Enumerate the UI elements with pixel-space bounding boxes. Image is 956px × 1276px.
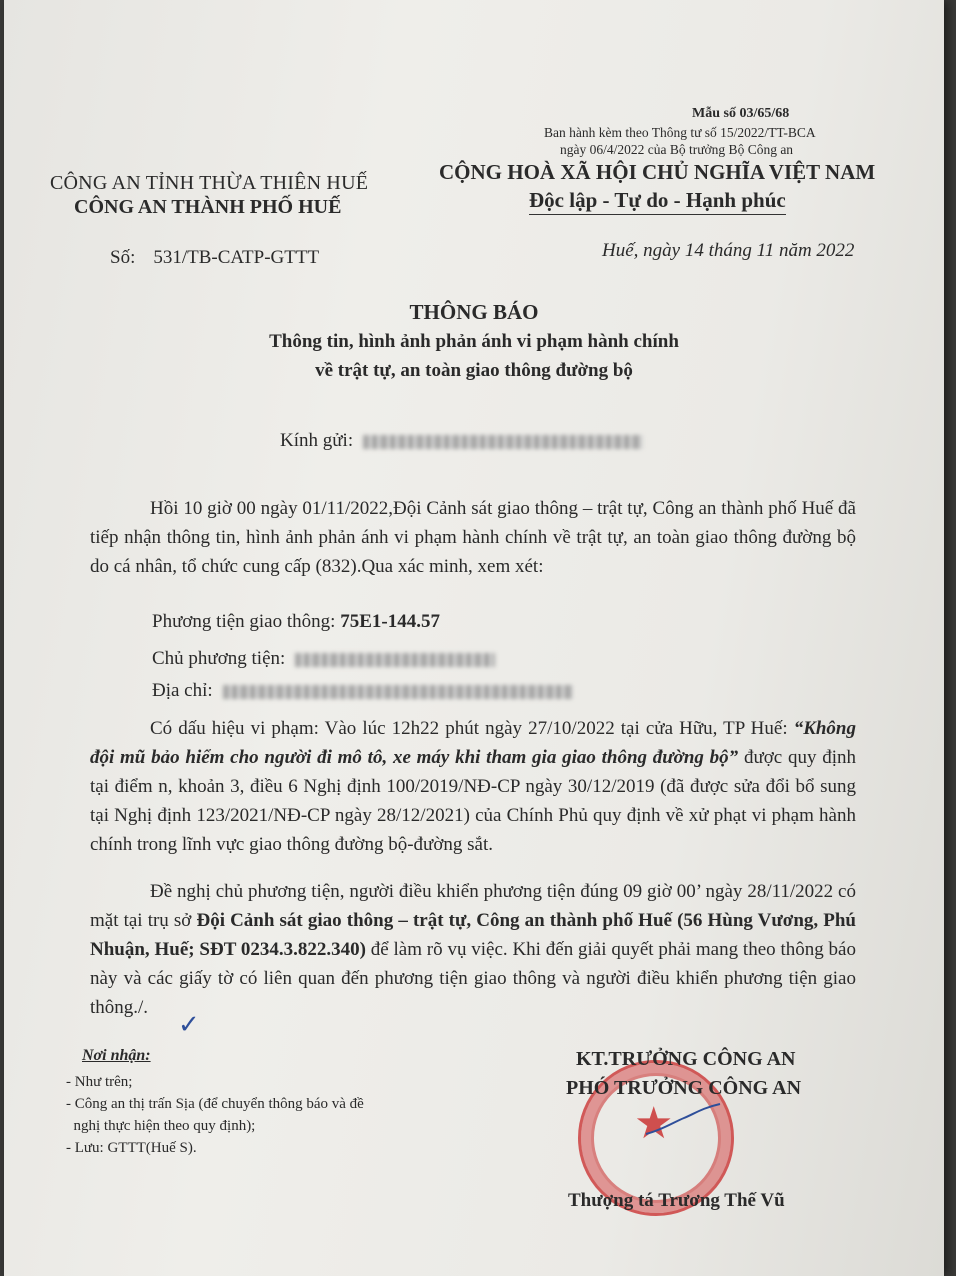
recipient-item: nghị thực hiện theo quy định);	[66, 1118, 256, 1134]
vehicle-plate: 75E1-144.57	[340, 611, 440, 632]
doc-number-label: Số:	[110, 247, 136, 268]
document-subtitle-1: Thông tin, hình ảnh phản ánh vi phạm hành chính	[269, 331, 679, 352]
recipient-label: Kính gửi:	[280, 430, 354, 451]
redacted-recipient	[363, 435, 643, 449]
recipient-item: - Như trên;	[66, 1074, 133, 1090]
org-unit: CÔNG AN THÀNH PHỐ HUẾ	[74, 196, 342, 218]
request-intro: Đề nghị chủ phương tiện, người điều khiển phương tiện đúng 09 giờ 00’ ngày 28/11/2022 có mặt tại trụ sở	[90, 881, 856, 931]
signature-title-1: KT.TRƯỞNG CÔNG AN	[576, 1048, 796, 1070]
recipient-item: - Lưu: GTTT(Huế S).	[66, 1140, 197, 1156]
vehicle-label: Phương tiện giao thông:	[152, 611, 336, 632]
signer-name: Thượng tá Trương Thế Vũ	[568, 1190, 785, 1211]
place-date: Huế, ngày 14 tháng 11 năm 2022	[602, 240, 855, 261]
doc-number	[110, 247, 319, 269]
address-label: Địa chỉ:	[152, 680, 213, 701]
owner-line	[152, 648, 495, 670]
paragraph-intro: Hồi 10 giờ 00 ngày 01/11/2022,Đội Cảnh sát giao thông – trật tự, Công an thành phố Huế đã tiếp nhận thông tin, hình ảnh phản ánh vi phạm hành chính về trật tự, an toàn giao thông đường bộ do cá nhân, tổ chức cung cấp (832).Qua xác minh, xem xét:	[90, 498, 856, 577]
request-details: để làm rõ vụ việc. Khi đến giải quyết phải mang theo thông báo này và các giấy tờ có liên quan đến phương tiện giao thông và người điều khiển phương tiện giao thông./.	[90, 939, 856, 1018]
owner-label: Chủ phương tiện:	[152, 648, 286, 669]
seal-star-icon: ★	[634, 1099, 674, 1148]
document-subtitle-2: về trật tự, an toàn giao thông đường bộ	[315, 360, 633, 381]
document-title: THÔNG BÁO	[409, 300, 539, 324]
redacted-address	[223, 685, 573, 699]
checkmark-icon: ✓	[178, 1010, 200, 1040]
issued-with-line1: Ban hành kèm theo Thông tư số 15/2022/TT-BCA	[544, 125, 816, 140]
document-page	[4, 0, 944, 1276]
signature-title-2: PHÓ TRƯỞNG CÔNG AN	[566, 1077, 802, 1099]
paragraph-request	[90, 877, 856, 1022]
recipient-line	[280, 430, 643, 452]
form-number: Mẫu số 03/65/68	[692, 106, 790, 121]
address-line	[152, 680, 573, 702]
violation-description: “Không đội mũ bảo hiểm cho người đi mô tô, xe máy khi tham gia giao thông đường bộ”	[90, 718, 856, 768]
issued-with-line2: ngày 06/4/2022 của Bộ trưởng Bộ Công an	[560, 142, 794, 157]
paragraph-violation	[90, 714, 856, 859]
recipients-label: Nơi nhận:	[82, 1047, 151, 1064]
motto: Độc lập - Tự do - Hạnh phúc	[529, 188, 786, 215]
issued-with	[544, 124, 816, 158]
redacted-owner	[295, 653, 495, 667]
request-location: Đội Cảnh sát giao thông – trật tự, Công an thành phố Huế (56 Hùng Vương, Phú Nhuận, Huế; SĐT 0234.3.822.340)	[90, 910, 856, 960]
org-parent: CÔNG AN TỈNH THỪA THIÊN HUẾ	[50, 172, 369, 194]
doc-number-value: 531/TB-CATP-GTTT	[153, 247, 320, 268]
violation-legal-basis: được quy định tại điểm n, khoản 3, điều 6 Nghị định 100/2019/NĐ-CP ngày 30/12/2019 (đã được sửa đổi bổ sung tại Nghị định 123/2021/NĐ-CP ngày 28/12/2021) của Chính Phủ quy định về xử phạt vi phạm hành chính trong lĩnh vực giao thông đường bộ-đường sắt.	[90, 747, 856, 855]
republic-heading: CỘNG HOÀ XÃ HỘI CHỦ NGHĨA VIỆT NAM	[439, 160, 876, 184]
signature-icon	[644, 1100, 724, 1140]
vehicle-line	[152, 611, 440, 633]
violation-intro: Có dấu hiệu vi phạm: Vào lúc 12h22 phút ngày 27/10/2022 tại cửa Hữu, TP Huế:	[150, 718, 794, 739]
recipient-item: - Công an thị trấn Sịa (để chuyển thông báo và đề	[66, 1096, 364, 1112]
